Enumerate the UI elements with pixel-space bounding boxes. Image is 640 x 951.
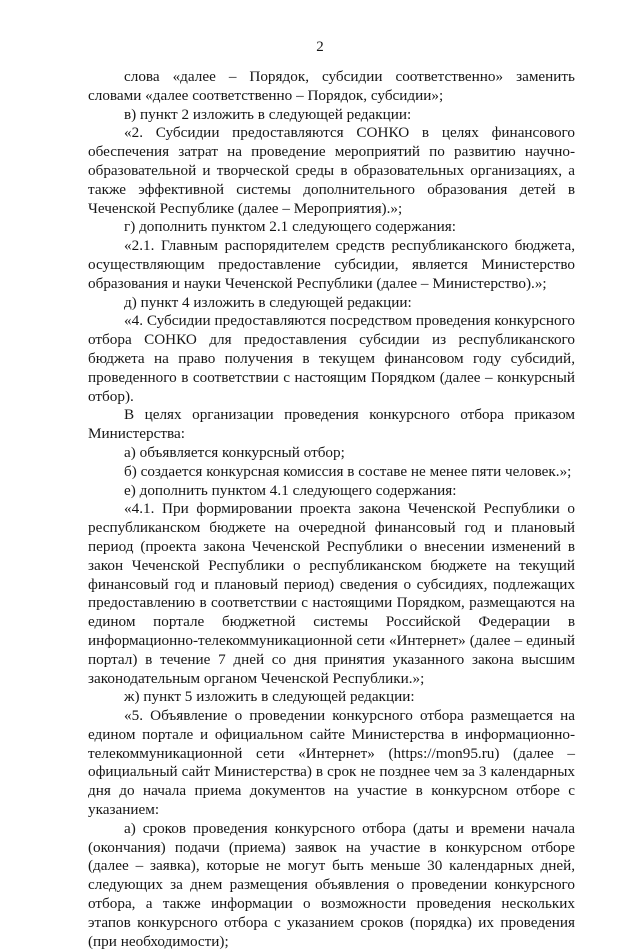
page-number: 2	[316, 39, 324, 55]
paragraph-5: «2.1. Главным распорядителем средств республиканского бюджета, осуществляющим предоставление субсидии, является Министерство образования и науки Чеченской Республики (далее – Министерство).»;	[88, 237, 575, 292]
paragraph-6: д) пункт 4 изложить в следующей редакции:	[124, 293, 412, 311]
paragraph-4: г) дополнить пунктом 2.1 следующего содержания:	[124, 218, 456, 236]
paragraph-15: а) сроков проведения конкурсного отбора (даты и времени начала (окончания) подачи (приема) заявок на участие в конкурсном отборе (далее – заявка), которые не могут быть меньше 30 календарных дней, следующих за днем размещения объявления о проведении конкурсного отбора, а также информации о возможности проведения нескольких этапов конкурсного отбора с указанием сроков (порядка) их проведения (при необходимости);	[88, 819, 575, 950]
paragraph-14: «5. Объявление о проведении конкурсного отбора размещается на едином портале и официальном сайте Министерства в информационно-телекоммуникационной сети «Интернет» (https://mon95.ru) (далее – официальный сайт Министерства) в срок не позднее чем за 3 календарных дня до начала приема документов на участие в конкурсном отборе с указанием:	[88, 707, 575, 819]
paragraph-10: б) создается конкурсная комиссия в составе не менее пяти человек.»;	[124, 462, 572, 480]
paragraph-12: «4.1. При формировании проекта закона Чеченской Республики о республиканском бюджете на очередной финансовый год и плановый период (проекта закона Чеченской Республики о внесении изменений в закон Чеченской Республики о республиканском бюджете на текущий финансовый год и плановый период) сведения о субсидиях, подлежащих предоставлению в соответствии с настоящими Порядком, размещаются на едином портале бюджетной системы Российской Федерации в информационно-телекоммуникационной сети «Интернет» (далее – единый портал) в течение 7 дней со дня принятия указанного закона высшим законодательным органом Чеченской Республики.»;	[88, 500, 575, 687]
paragraph-9: а) объявляется конкурсный отбор;	[124, 443, 345, 461]
document-body	[88, 68, 575, 951]
paragraph-2: в) пункт 2 изложить в следующей редакции:	[124, 105, 412, 123]
paragraph-1: слова «далее – Порядок, субсидии соответственно» заменить словами «далее соответственно – Порядок, субсидии»;	[88, 68, 575, 104]
paragraph-11: е) дополнить пунктом 4.1 следующего содержания:	[124, 481, 457, 499]
paragraph-13: ж) пункт 5 изложить в следующей редакции:	[124, 688, 415, 706]
paragraph-3: «2. Субсидии предоставляются СОНКО в целях финансового обеспечения затрат на проведение мероприятий по развитию научно-образовательной и творческой среды в образовательных организациях, а также эффективной системы дополнительного образования детей в Чеченской Республике (далее – Мероприятия).»;	[88, 124, 575, 217]
paragraph-8: В целях организации проведения конкурсного отбора приказом Министерства:	[88, 406, 575, 443]
paragraph-7: «4. Субсидии предоставляются посредством проведения конкурсного отбора СОНКО для предоставления субсидии из республиканского бюджета на право получения в текущем финансовом году субсидий, проведенного в соответствии с настоящим Порядком (далее – конкурсный отбор).	[88, 312, 575, 405]
